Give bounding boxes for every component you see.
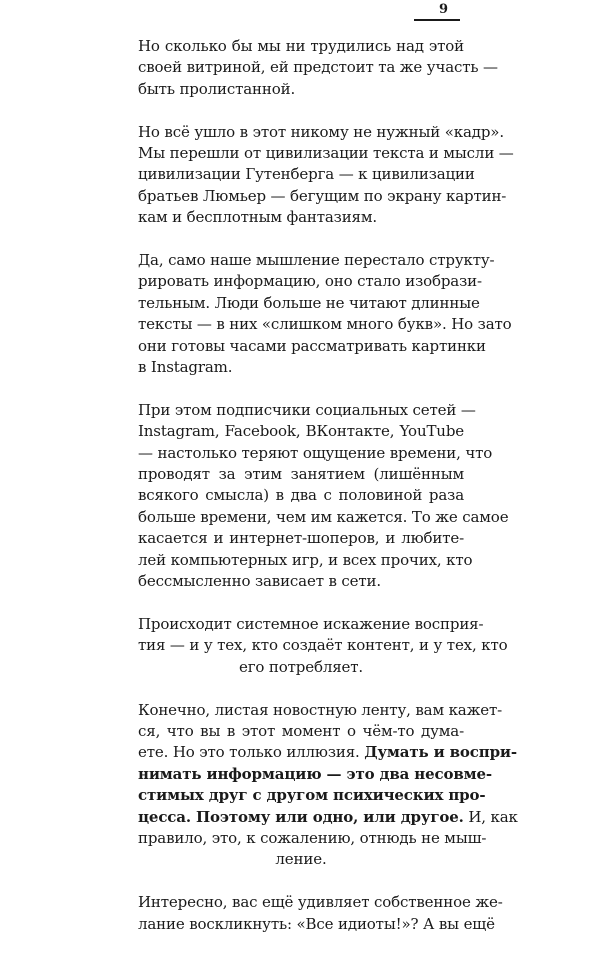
bold-run: стимых друг с другом психических про-	[138, 786, 486, 805]
text-line: При этом подписчики социальных сетей —	[138, 400, 476, 419]
text-line	[138, 721, 464, 742]
text-line: кам и бесплотным фантазиям.	[138, 208, 378, 227]
paragraph-rich	[138, 700, 518, 871]
text-line: Мы перешли от цивилизации текста и мысли —	[138, 144, 514, 163]
text-line	[138, 807, 518, 828]
text-line: тельным. Люди больше не читают длинные	[138, 293, 480, 312]
text-line	[138, 764, 492, 785]
text-line: лание воскликнуть: «Все идиоты!»? А вы ещё	[138, 914, 495, 933]
text-line: лей компьютерных игр, и всех прочих, кто	[138, 550, 473, 569]
text-line: братьев Люмьер — бегущим по экрану картин-	[138, 186, 507, 205]
text-line: Instagram, Facebook, ВКонтакте, YouTube	[138, 422, 464, 441]
text-run: И, как	[463, 807, 518, 826]
paragraph	[138, 122, 514, 229]
text-run: Конечно, листая новостную ленту, вам кажет-	[138, 700, 503, 719]
text-run: ление.	[275, 850, 327, 869]
text-line: — настолько теряют ощущение времени, что	[138, 443, 493, 462]
text-line: цивилизации Гутенберга — к цивилизации	[138, 165, 475, 184]
text-line: Происходит системное искажение восприя-	[138, 614, 484, 633]
paragraph	[138, 36, 498, 100]
header-rule	[414, 19, 460, 21]
page-number: 9	[438, 2, 448, 17]
text-line: рировать информацию, оно стало изобрази-	[138, 272, 482, 291]
text-line: Да, само наше мышление перестало структу-	[138, 251, 495, 270]
paragraph	[138, 892, 503, 935]
bold-run: Думать и воспри-	[364, 743, 517, 762]
text-line: больше времени, чем им кажется. То же самое	[138, 507, 509, 526]
paragraph	[138, 250, 512, 378]
text-line: они готовы часами рассматривать картинки	[138, 336, 486, 355]
text-run: ете. Но это только иллюзия.	[138, 743, 365, 762]
text-line: Но сколько бы мы ни трудились над этой	[138, 37, 464, 55]
text-line: своей витриной, ей предстоит та же участь —	[138, 58, 498, 77]
text-line: его потребляет.	[238, 657, 364, 676]
text-line	[138, 785, 486, 806]
text-run: ся, что вы в этот момент о чём-то дума-	[138, 721, 464, 740]
text-line: тексты — в них «слишком много букв». Но зато	[138, 315, 512, 334]
text-line: быть пролистанной.	[138, 79, 296, 98]
bold-run: нимать информацию — это два несовме-	[138, 764, 492, 783]
text-line: проводят за этим занятием (лишённым	[138, 465, 464, 484]
text-line: всякого смысла) в два с половиной раза	[138, 486, 464, 505]
body-text	[138, 36, 518, 956]
paragraph	[138, 400, 509, 593]
text-line	[138, 849, 464, 870]
text-line	[138, 742, 517, 763]
text-line: бессмысленно зависает в сети.	[138, 572, 381, 591]
text-line: Но всё ушло в этот никому не нужный «кадр».	[138, 122, 504, 141]
text-line: Интересно, вас ещё удивляет собственное же-	[138, 893, 503, 912]
bold-run: цесса. Поэтому или одно, или другое.	[138, 807, 464, 826]
text-line	[138, 700, 503, 721]
text-run: правило, это, к сожалению, отнюдь не мыш-	[138, 828, 487, 847]
text-line: касается и интернет-шоперов, и любите-	[138, 529, 464, 548]
text-line: в Instagram.	[138, 358, 233, 377]
text-line: тия — и у тех, кто создаёт контент, и у тех, кто	[138, 636, 508, 655]
paragraph	[138, 614, 508, 678]
text-line	[138, 828, 487, 849]
